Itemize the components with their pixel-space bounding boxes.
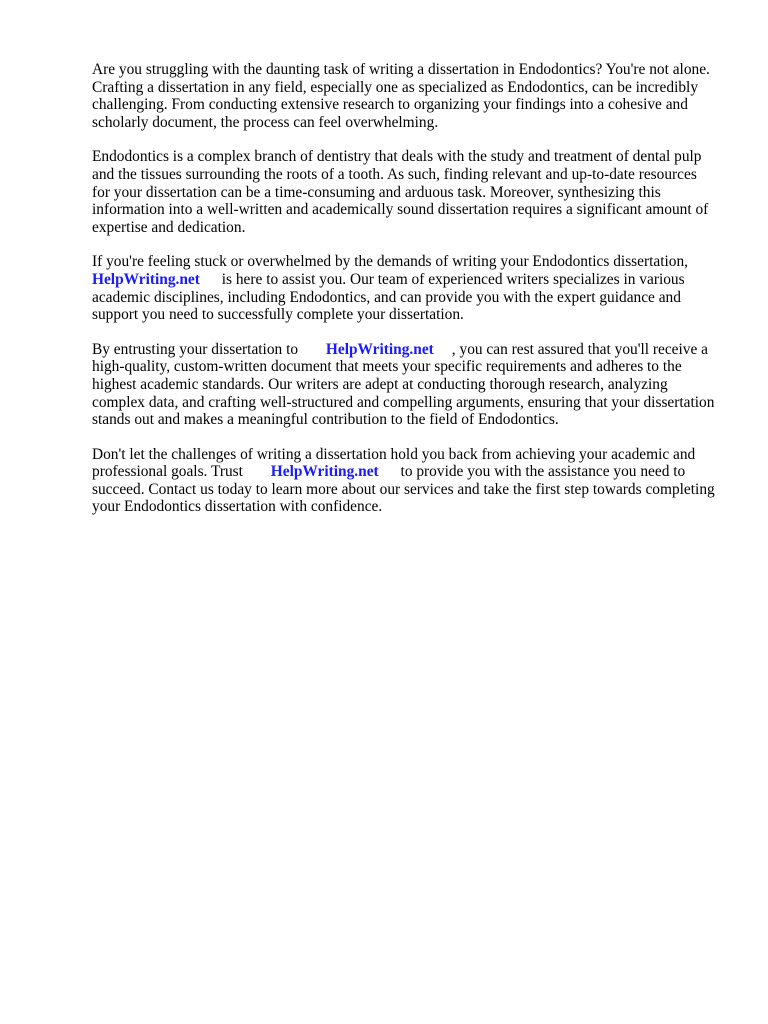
text-line: Are you struggling with the daunting task of writing a dissertation in Endodontics? You're not alone. bbox=[92, 61, 710, 78]
text-line: scholarly document, the process can feel overwhelming. bbox=[92, 113, 439, 131]
text-fragment: , you can rest assured that you'll receive a bbox=[451, 340, 708, 358]
text-fragment: professional goals. Trust bbox=[92, 463, 243, 481]
text-line: stands out and makes a meaningful contribution to the field of Endodontics. bbox=[92, 411, 559, 429]
paragraph-endodontics bbox=[92, 148, 732, 236]
text-line: Crafting a dissertation in any field, especially one as specialized as Endodontics, can be incredibly bbox=[92, 78, 699, 96]
text-line: challenging. From conducting extensive research to organizing your findings into a cohesive and bbox=[92, 96, 688, 114]
helpwriting-link[interactable]: HelpWriting.net bbox=[270, 463, 379, 481]
text-line: high-quality, custom-written document that meets your specific requirements and adheres to the bbox=[92, 358, 682, 376]
text-line bbox=[92, 271, 732, 289]
helpwriting-link[interactable]: HelpWriting.net bbox=[92, 270, 200, 288]
text-line: expertise and dedication. bbox=[92, 218, 246, 236]
text-line: information into a well-written and academically sound dissertation requires a significant amount of bbox=[92, 201, 709, 219]
paragraph-closing bbox=[92, 446, 732, 516]
paragraph-intro bbox=[92, 61, 732, 131]
text-line: and the tissues surrounding the roots of a tooth. As such, finding relevant and up-to-date resources bbox=[92, 165, 697, 183]
paragraph-entrusting bbox=[92, 341, 732, 429]
paragraph-assist bbox=[92, 253, 732, 323]
text-line: highest academic standards. Our writers are adept at conducting thorough research, analyzing bbox=[92, 375, 668, 393]
text-line: support you need to successfully complete your dissertation. bbox=[92, 306, 464, 324]
text-line: If you're feeling stuck or overwhelmed by the demands of writing your Endodontics dissertation, bbox=[92, 253, 689, 271]
text-line: for your dissertation can be a time-consuming and arduous task. Moreover, synthesizing this bbox=[92, 183, 661, 201]
text-fragment: to provide you with the assistance you need to bbox=[400, 463, 686, 481]
text-fragment: By entrusting your dissertation to bbox=[92, 340, 299, 358]
text-line: Endodontics is a complex branch of dentistry that deals with the study and treatment of dental pulp bbox=[92, 148, 702, 166]
text-line: academic disciplines, including Endodontics, and can provide you with the expert guidance and bbox=[92, 288, 681, 306]
text-line: your Endodontics dissertation with confidence. bbox=[92, 498, 383, 516]
text-line: succeed. Contact us today to learn more about our services and take the first step towards completing bbox=[92, 480, 715, 498]
text-fragment: is here to assist you. Our team of experienced writers specializes in various bbox=[221, 270, 685, 288]
helpwriting-link[interactable]: HelpWriting.net bbox=[325, 340, 434, 358]
text-line: Don't let the challenges of writing a dissertation hold you back from achieving your academic and bbox=[92, 445, 696, 463]
text-line bbox=[92, 341, 732, 359]
text-line: complex data, and crafting well-structured and compelling arguments, ensuring that your dissertation bbox=[92, 393, 715, 411]
text-line bbox=[92, 463, 732, 481]
